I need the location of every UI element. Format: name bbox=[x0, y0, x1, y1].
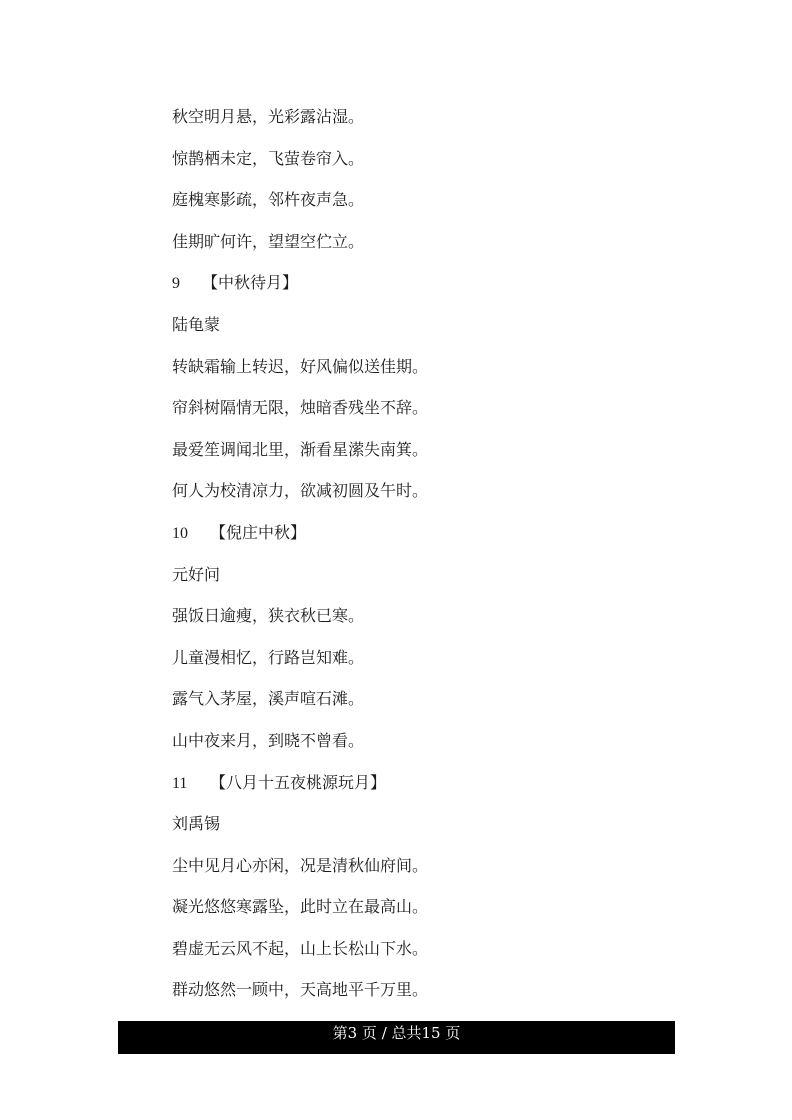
poem-author: 刘禹锡 bbox=[172, 814, 221, 834]
verse-line: 露气入茅屋，溪声喧石滩。 bbox=[172, 689, 365, 709]
poem-title: 【八月十五夜桃源玩月】 bbox=[210, 772, 387, 792]
verse-line: 儿童漫相忆，行路岂知难。 bbox=[172, 647, 365, 667]
verse-line: 佳期旷何许，望望空伫立。 bbox=[172, 231, 365, 251]
poem-number: 10 bbox=[172, 524, 188, 542]
poem-text-block bbox=[172, 105, 692, 1020]
poem-title: 【中秋待月】 bbox=[202, 273, 299, 293]
poem-number: 11 bbox=[172, 774, 188, 792]
poem-title-line bbox=[172, 771, 692, 813]
page-number-text: 第3 页 / 总共15 页 bbox=[332, 1024, 461, 1042]
verse-line: 群动悠然一顾中，天高地平千万里。 bbox=[172, 980, 429, 1000]
verse-line: 惊鹊栖未定，飞萤卷帘入。 bbox=[172, 148, 365, 168]
poem-number: 9 bbox=[172, 275, 180, 293]
page-footer bbox=[118, 1021, 675, 1054]
verse-line: 强饭日逾瘦，狭衣秋已寒。 bbox=[172, 606, 365, 626]
poem-title: 【倪庄中秋】 bbox=[210, 522, 307, 542]
verse-line: 碧虚无云风不起，山上长松山下水。 bbox=[172, 938, 429, 958]
verse-line: 凝光悠悠寒露坠，此时立在最高山。 bbox=[172, 897, 429, 917]
poem-title-line bbox=[172, 271, 692, 313]
verse-line: 何人为校清凉力，欲减初圆及午时。 bbox=[172, 481, 429, 501]
verse-line: 最爱笙调闻北里，渐看星潆失南箕。 bbox=[172, 439, 429, 459]
poem-author: 元好问 bbox=[172, 564, 221, 584]
verse-line: 庭槐寒影疏，邻杵夜声急。 bbox=[172, 190, 365, 210]
verse-line: 转缺霜输上转迟，好风偏似送佳期。 bbox=[172, 356, 429, 376]
poem-author: 陆龟蒙 bbox=[172, 314, 221, 334]
poem-title-line bbox=[172, 521, 692, 563]
verse-line: 山中夜来月，到晓不曾看。 bbox=[172, 730, 365, 750]
verse-line: 秋空明月悬，光彩露沾湿。 bbox=[172, 107, 365, 126]
verse-line: 帘斜树隔情无限，烛暗香残坐不辞。 bbox=[172, 398, 429, 418]
verse-line: 尘中见月心亦闲，况是清秋仙府间。 bbox=[172, 855, 429, 875]
